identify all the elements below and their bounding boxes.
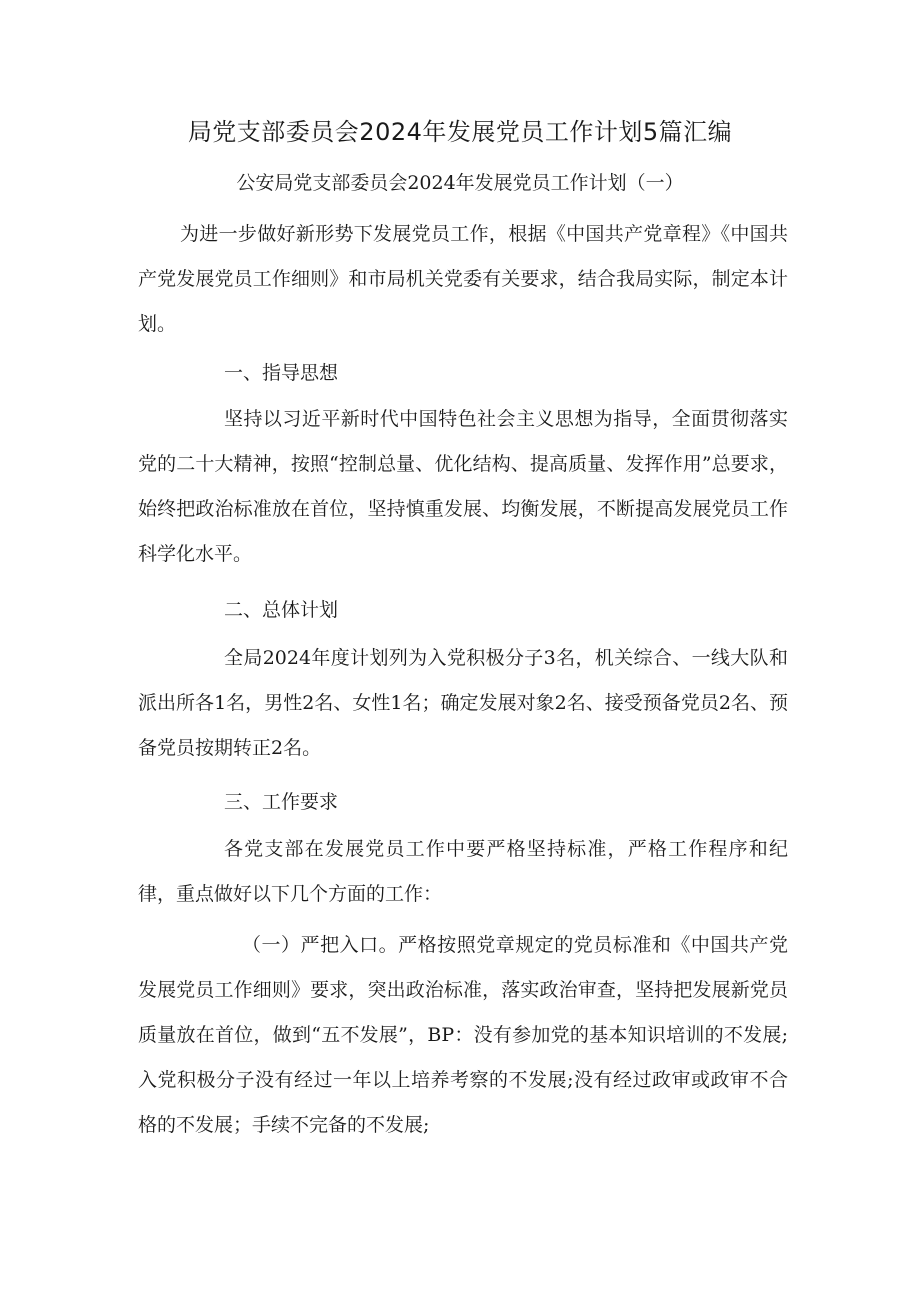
item-one-paragraph: （一）严把入口。严格按照党章规定的党员标准和《中国共产党发展党员工作细则》要求，突出政治标准，落实政治审查，坚持把发展新党员质量放在首位，做到“五不发展”，BP：没有参加党的基本知识培训的不发展;入党积极分子没有经过一年以上培养考察的不发展;没有经过政审或政审不合格的不发展；手续不完备的不发展; [138,934,788,1136]
document-subtitle: 公安局党支部委员会2024年发展党员工作计划（一） [236,172,684,194]
section-text-overall-plan: 全局2024年度计划列为入党积极分子3名，机关综合、一线大队和派出所各1名，男性2名、女性1名；确定发展对象2名、接受预备党员2名、预备党员按期转正2名。 [138,647,788,759]
section-heading-overall-plan: 二、总体计划 [224,599,339,621]
section-text-guiding-ideology: 坚持以习近平新时代中国特色社会主义思想为指导，全面贯彻落实党的二十大精神，按照“控制总量、优化结构、提高质量、发挥作用”总要求，始终把政治标准放在首位，坚持慎重发展、均衡发展，不断提高发展党员工作科学化水平。 [138,408,788,565]
document-title: 局党支部委员会2024年发展党员工作计划5篇汇编 [187,118,733,146]
section-text-work-requirements: 各党支部在发展党员工作中要严格坚持标准，严格工作程序和纪律，重点做好以下几个方面的工作： [138,838,788,905]
section-heading-guiding-ideology: 一、指导思想 [224,362,339,384]
section-heading-work-requirements: 三、工作要求 [224,791,339,813]
intro-paragraph: 为进一步做好新形势下发展党员工作，根据《中国共产党章程》《中国共产党发展党员工作细则》和市局机关党委有关要求，结合我局实际，制定本计划。 [138,223,788,335]
